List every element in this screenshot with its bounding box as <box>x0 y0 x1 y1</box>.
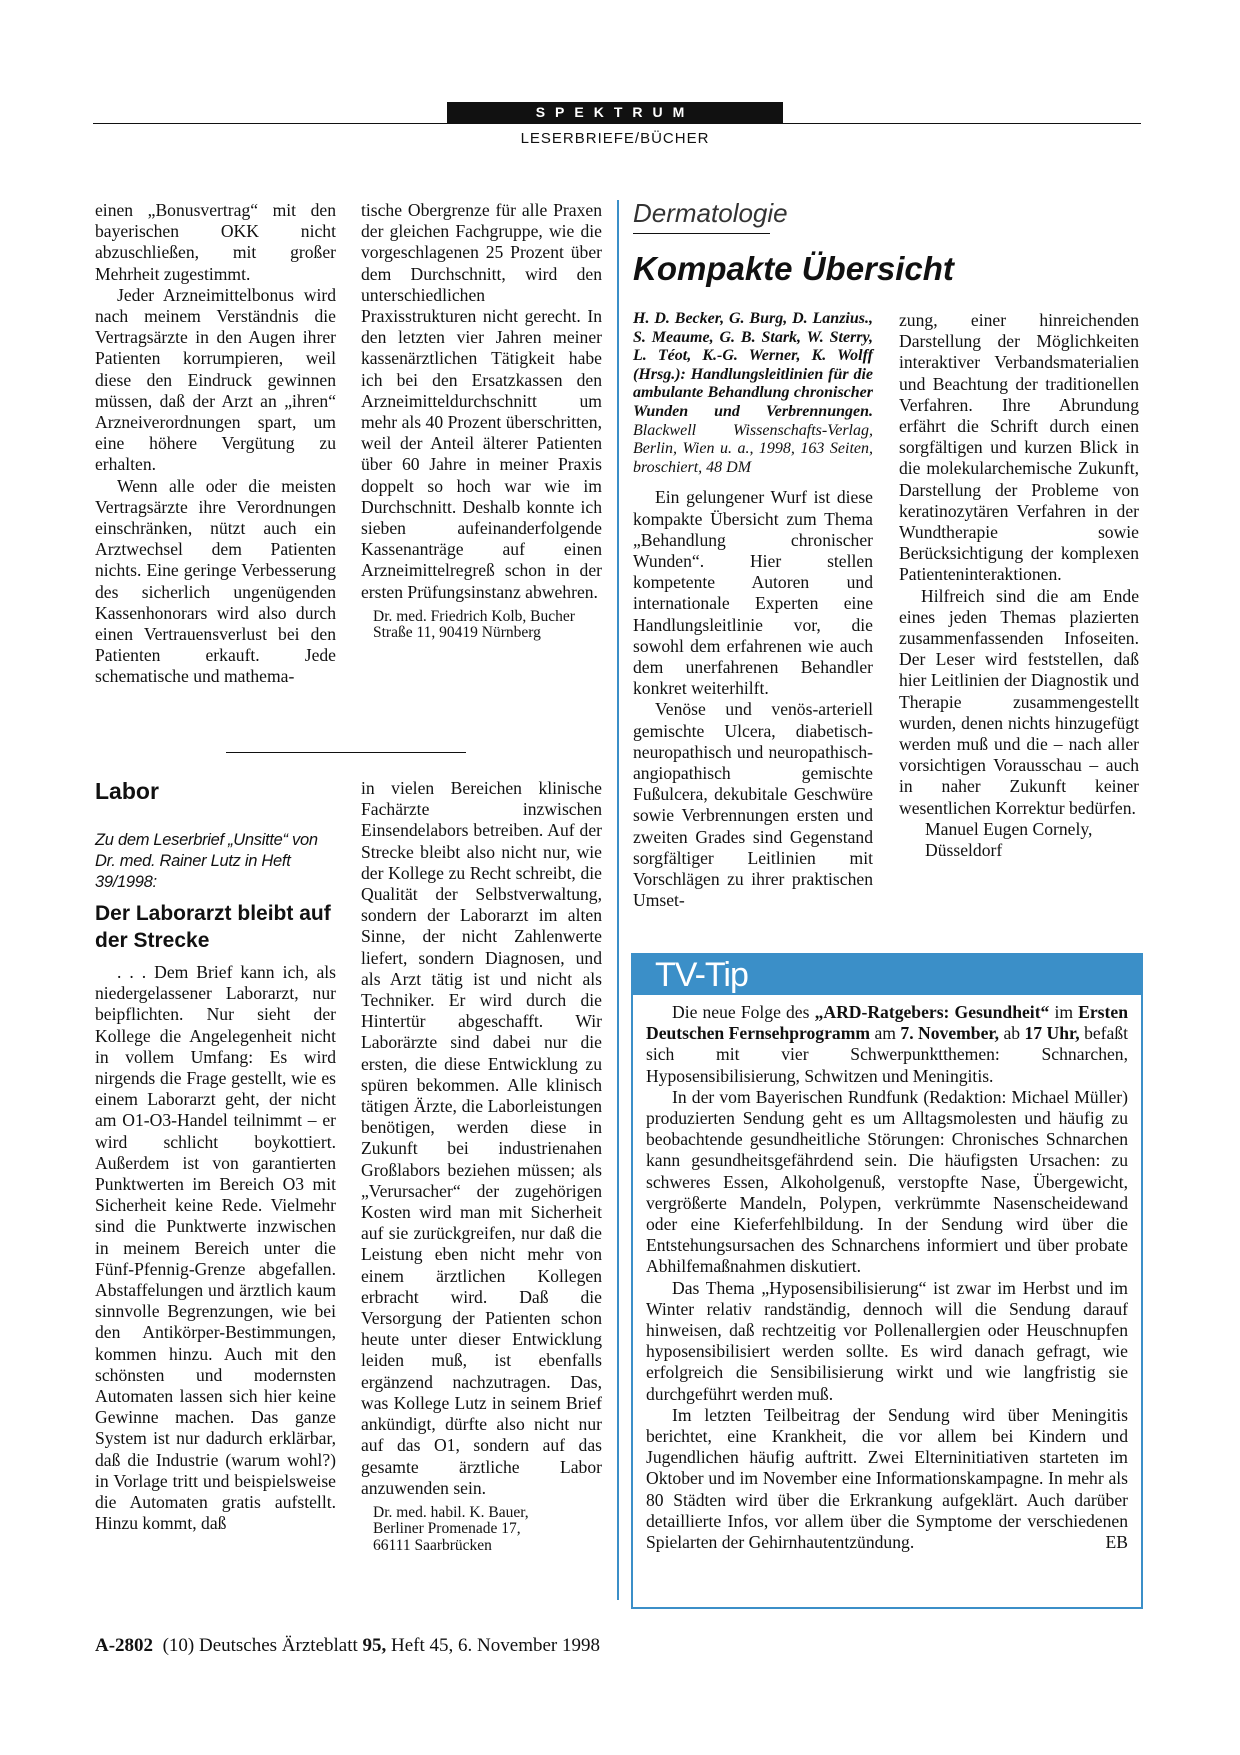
paragraph: zung, einer hinreichenden Darstellung der Möglichkeiten interaktiver Verbandsmaterialien und Beachtung der traditionellen Verfahren. Ihre Abrundung erfährt die Schrift durch einen sorgfältigen und kurzen Blick in die molekularchemische Zukunft, Darstellung der Probleme von keratinozytären Verfahren in der Wundtherapie sowie Berücksichtigung der komplexen Patienteninteraktionen. <box>899 310 1139 585</box>
text-run: Die neue Folge des <box>672 1002 815 1022</box>
program-name: „ARD-Ratgebers: Gesundheit“ <box>814 1002 1050 1022</box>
review-column-1 <box>633 310 873 911</box>
page-number: A-2802 <box>95 1635 154 1656</box>
paragraph: . . . Dem Brief kann ich, als niedergelassener Laborarzt, nur beipflichten. Nur sieht der Kollege die Angelegenheit nicht in vollem Umfang: Es wird nirgends die Frage gestellt, wie es einem Laborarzt geht, der nicht am O1-O3-Handel teilnimmt – er wird schlicht boykottiert. Außerdem ist von garantierten Punktwerten im Bereich O3 mit Sicherheit keine Rede. Vielmehr sind die Punktwerte inzwischen in meinem Bereich unter die Fünf-Pfennig-Grenze abgefallen. Abstaffelungen und ärztlich kaum sinnvolle Begrenzungen, wie bei den Antikörper-Bestimmungen, kommen hinzu. Auch mit den schönsten und modernsten Automaten lassen sich hier keine Gewinne machen. Das ganze System ist nur dadurch erklärbar, daß die Industrie (warum wohl?) in Vorlage tritt und beispielsweise die Automaten gratis aufstellt. Hinzu kommt, daß <box>95 962 336 1534</box>
tv-tip-box <box>631 953 1143 1609</box>
paragraph: Jeder Arzneimittelbonus wird nach meinem Verständnis die Vertragsärzte in den Augen ihrer Patienten korrumpieren, weil diese den Eindruck gewinnen müssen, daß der Arzt an „ihren“ Arzneiverordnungen spart, um eine höhere Vergütung zu erhalten. <box>95 284 336 475</box>
tv-tip-banner <box>633 955 1141 995</box>
letter1-signature <box>361 609 602 642</box>
article-divider <box>226 752 466 753</box>
signature-line: Düsseldorf <box>925 839 1003 860</box>
section-banner: SPEKTRUM <box>447 102 783 123</box>
signature-line: Dr. med. Friedrich Kolb, Bucher Straße 11, 90419 Nürnberg <box>373 607 575 642</box>
labor-column-1 <box>95 962 336 1534</box>
paragraph <box>646 1405 1128 1553</box>
text-run: ab <box>999 1023 1025 1044</box>
book-citation <box>633 310 873 477</box>
book-authors-title: H. D. Becker, G. Burg, D. Lanzius., S. Meaume, G. B. Stark, W. Sterry, L. Téot, K.-G. Werner, K. Wolff (Hrsg.): Handlungsleitlinien für die ambulante Behandlung chronischer Wunden und Verbrennungen. <box>633 310 873 420</box>
paragraph: tische Obergrenze für alle Praxen der gleichen Fachgruppe, wie die vorgeschlagenen 25 Prozent über dem Durchschnitt, wird den unterschiedlichen Praxisstrukturen nicht gerecht. In den letzten vier Jahren meiner kassenärztlichen Tätigkeit habe ich bei den Ersatzkassen den Arzneimitteldurchschnitt um mehr als 40 Prozent überschritten, weil der Anteil älterer Patienten über 60 Jahre in meiner Praxis doppelt so hoch war wie im Durchschnitt. Deshalb konnte ich sieben aufeinanderfolgende Kassenanträge auf einen Arzneimittelregreß schon in der ersten Prüfungsinstanz abwehren. <box>361 200 602 602</box>
review-title: Kompakte Übersicht <box>633 250 954 287</box>
paragraph: Wenn alle oder die meisten Vertragsärzte ihre Verordnungen einschränken, nützt auch ein Arztwechsel dem Patienten nichts. Eine geringe Verbesserung des sicherlich ungenügenden Kassenhonorars wird also durch einen Vertrauensverlust bei den Patienten erkauft. Jede schematische und mathema- <box>95 475 336 687</box>
labor-intro: Zu dem Leserbrief „Unsitte“ von Dr. med. Rainer Lutz in Heft 39/1998: <box>95 831 318 891</box>
footer-issue: Heft 45, 6. November 1998 <box>386 1635 600 1656</box>
paragraph: einen „Bonusvertrag“ mit den bayerischen OKK nicht abzuschließen, mit großer Mehrheit zugestimmt. <box>95 200 336 284</box>
review-signature <box>899 819 1139 861</box>
text-run: Im letzten Teilbeitrag der Sendung wird über Meningitis berichtet, eine Krankheit, die vor allem bei Kindern und Jugendlichen häufig auftritt. Zwei Elterninitiativen starteten im Oktober und im November eine Informationskampagne. In mehr als 80 Städten wird über die Erkrankung aufgeklärt. Auch darüber detaillierte Infos, vor allem über die Symptome der verschiedenen Spielarten der Gehirnhautentzündung. <box>646 1404 1128 1553</box>
text-run: am <box>870 1023 901 1044</box>
letter1-column-2 <box>361 200 602 642</box>
paragraph: In der vom Bayerischen Rundfunk (Redaktion: Michael Müller) produzierten Sendung geht es um Alltagsmolesten und häufig zu beobachtende gesundheitliche Störungen: Chronisches Schnarchen kann gesundheitsgefährdend sein. Die häufigsten Ursachen: zu schweres Essen, Alkoholgenuß, verstopfte Nase, Übergewicht, vergrößerte Mandeln, Polypen, verkrümmte Nasenscheidewand oder eine Kieferfehlbildung. In der Sendung wird über die Entstehungsursachen des Schnarchens informiert und über probate Abhilfemaßnahmen diskutiert. <box>646 1086 1128 1277</box>
rubric-underline <box>633 233 770 234</box>
signature-line: Berliner Promenade 17, <box>373 1520 521 1538</box>
tv-tip-label: TV-Tip <box>655 956 748 994</box>
channel-name: Ersten Deutschen Fernsehprogramm <box>646 1002 1128 1044</box>
tv-tip-body <box>646 1002 1128 1553</box>
signature-line: 66111 Saarbrücken <box>373 1536 492 1554</box>
signature-line: Manuel Eugen Cornely, <box>925 818 1093 839</box>
labor-column-2 <box>361 778 602 1554</box>
labor-signature <box>361 1505 602 1555</box>
volume-number: 95, <box>362 1635 387 1656</box>
labor-heading: Labor <box>95 778 159 804</box>
book-publisher: Blackwell Wissenschafts-Verlag, Berlin, Wien u. a., 1998, 163 Seiten, broschiert, 48 DM <box>633 421 873 476</box>
footer-text: (10) Deutsches Ärzteblatt <box>162 1635 363 1656</box>
broadcast-date: 7. November, <box>900 1023 999 1044</box>
header-rule <box>93 123 1141 124</box>
text-run: befaßt sich mit vier Schwerpunktthemen: Schnarchen, Hyposensibilisierung, Schwitzen und Meningitis. <box>646 1023 1129 1086</box>
broadcast-time: 17 Uhr, <box>1024 1023 1080 1044</box>
column-rule <box>617 200 619 1600</box>
page-footer <box>95 1635 600 1657</box>
letter1-column-1 <box>95 200 336 688</box>
author-initials: EB <box>1105 1532 1128 1553</box>
labor-subheading: Der Laborarzt bleibt auf der Strecke <box>95 902 331 952</box>
review-rubric: Dermatologie <box>633 198 788 228</box>
paragraph <box>646 1002 1128 1087</box>
paragraph: Ein gelungener Wurf ist diese kompakte Übersicht zum Thema „Behandlung chronischer Wunden“. Hier stellen kompetente Autoren und internationale Experten eine Handlungsleitlinie vor, die sowohl dem erfahrenen wie auch dem unerfahrenen Behandler konkret weiterhilft. <box>633 487 873 699</box>
review-column-2 <box>899 310 1139 861</box>
paragraph: in vielen Bereichen klinische Fachärzte inzwischen Einsendelabors betreiben. Auf der Strecke bleibt also nicht nur, wie der Kollege zu Recht schreibt, die Qualität der Selbstverwaltung, sondern der Laborarzt im alten Sinne, der nicht Zahlenwerte liefert, sondern Diagnosen, und als Arzt tätig ist und nicht als Techniker. Er wird durch die Hintertür abgeschafft. Wir Laborärzte sind dabei nur die ersten, die diese Entwicklung zu spüren bekommen. Alle klinisch tätigen Ärzte, die Laborleistungen benötigen, werden diese in Zukunft bei industrienahen Großlabors beziehen müssen; als „Verursacher“ der zugehörigen Kosten wird man mit Sicherheit auf sie zurückgreifen, nur daß die Leistung eben nicht mehr von einem ärztlichen Kollegen erbracht wird. Daß die Versorgung der Patienten schon heute unter dieser Entwicklung leiden muß, ist ebenfalls ergänzend nachzutragen. Das, was Kollege Lutz in seinem Brief ankündigt, dürfte also nicht nur auf das O1, sondern auf das gesamte ärztliche Labor anzuwenden sein. <box>361 778 602 1498</box>
section-subtitle: LESERBRIEFE/BÜCHER <box>520 130 710 147</box>
paragraph: Hilfreich sind die am Ende eines jeden Themas plazierten zusammenfassenden Infoseiten. Der Leser wird feststellen, daß hier Leitlinien der Diagnostik und Therapie zusammengestellt wurden, denen nichts hinzugefügt werden muß und die – nach aller vorsichtigen Vorausschau – auch in naher Zukunft keiner wesentlichen Korrektur bedürfen. <box>899 585 1139 818</box>
signature-line: Dr. med. habil. K. Bauer, <box>373 1503 529 1521</box>
paragraph: Venöse und venös-arteriell gemischte Ulcera, diabetisch-neuropathisch und neuropathisch-angiopathisch gemischte Fußulcera, dekubitale Geschwüre sowie Verbrennungen ersten und zweiten Grades sind Gegenstand sorgfältiger Leitlinien mit Vorschlägen zu ihrer praktischen Umset- <box>633 699 873 911</box>
text-run: im <box>1049 1002 1079 1022</box>
paragraph: Das Thema „Hyposensibilisierung“ ist zwar im Herbst und im Winter relativ randständig, dennoch will die Sendung darauf hinweisen, daß rechtzeitig vor Pollenallergien oder Heuschnupfen hyposensibilisiert werden sollte. Es wird danach gefragt, wie erfolgreich die Sensibilisierung wirkt und wie langfristig sie durchgeführt werden muß. <box>646 1277 1128 1404</box>
